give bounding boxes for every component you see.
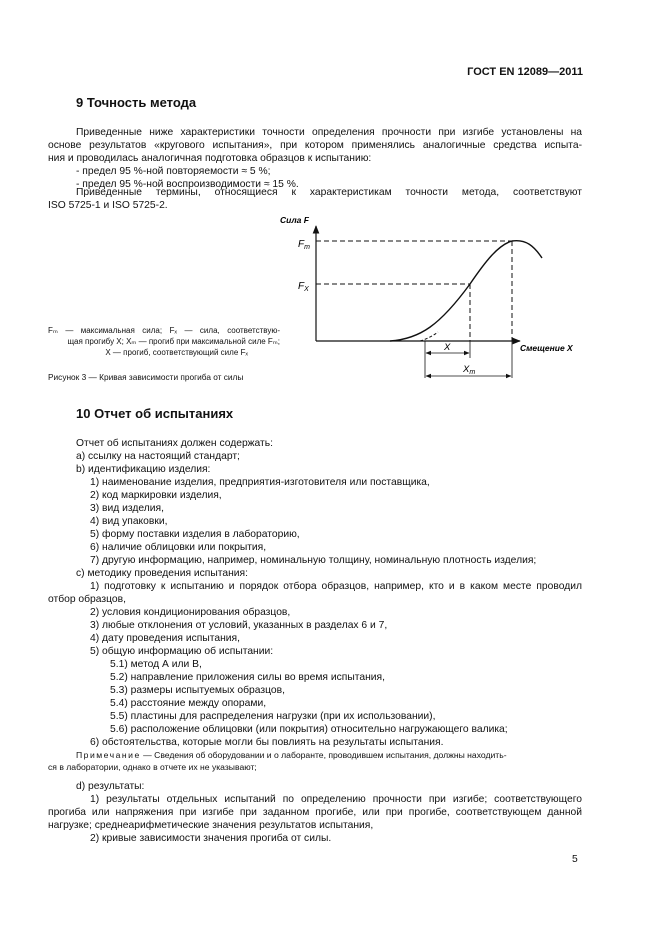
- figure-caption: Рисунок 3 — Кривая зависимости прогиба от силы: [48, 372, 244, 382]
- paragraph-line: основе результатов «кругового испытания», при котором применялись аналогичные средства испыта-: [48, 140, 582, 151]
- list-item: 1) подготовку к испытанию и порядок отбора образцов, например, кто и в каком месте проводил: [90, 581, 582, 592]
- list-item-continuation: нагрузке; среднеарифметические значения результатов испытания,: [48, 820, 374, 831]
- x-axis-label: Смещение X: [520, 343, 573, 353]
- paragraph-line: Отчет об испытаниях должен содержать:: [76, 438, 273, 449]
- list-item: 5.2) направление приложения силы во время испытания,: [110, 672, 385, 683]
- list-item: 5.4) расстояние между опорами,: [110, 698, 267, 709]
- list-item: b) идентификацию изделия:: [76, 464, 211, 475]
- document-code: ГОСТ EN 12089—2011: [467, 66, 583, 78]
- list-item: 3) вид изделия,: [90, 503, 164, 514]
- list-item: a) ссылку на настоящий стандарт;: [76, 451, 240, 462]
- paragraph-line: Приведенные ниже характеристики точности определения прочности при изгибе установлены на: [76, 127, 582, 138]
- list-item-continuation: отбор образцов,: [48, 594, 126, 605]
- list-item: 3) любые отклонения от условий, указанных в разделах 6 и 7,: [90, 620, 388, 631]
- figure-legend-line: Fₘ — максимальная сила; Fₓ — сила, соответствую-: [48, 326, 280, 335]
- note-line: [76, 750, 582, 762]
- paragraph-line: ISO 5725-1 и ISO 5725-2.: [48, 200, 168, 211]
- paragraph-line: ния и проводилась аналогичная подготовка образцов к испытанию:: [48, 153, 372, 164]
- list-item: 7) другую информацию, например, номинальную толщину, номинальную плотность изделия;: [90, 555, 537, 566]
- x-label: X: [444, 342, 451, 353]
- list-item-continuation: прогиба или напряжения при изгибе при заданном прогибе, или при прогибе, соответствующем данной: [48, 807, 582, 818]
- page-number: 5: [572, 854, 578, 865]
- list-item: 2) код маркировки изделия,: [90, 490, 222, 501]
- paragraph-line: Приведенные термины, относящиеся к характеристикам точности метода, соответствуют: [76, 187, 582, 198]
- force-curve: [390, 241, 542, 341]
- list-item: 5.1) метод А или В,: [110, 659, 202, 670]
- list-item: 4) дату проведения испытания,: [90, 633, 240, 644]
- list-item: d) результаты:: [76, 781, 145, 792]
- figure-legend-line: X — прогиб, соответствующий силе Fₓ: [105, 348, 248, 357]
- force-deflection-graph: [270, 210, 600, 385]
- list-item: 1) результаты отдельных испытаний по определению прочности при изгибе; соответствующего: [90, 794, 582, 805]
- list-item: 1) наименование изделия, предприятия-изготовителя или поставщика,: [90, 477, 430, 488]
- note-line: ся в лаборатории, однако в отчете их не указывают;: [48, 762, 257, 772]
- y-axis-label: Сила F: [280, 215, 309, 225]
- figure-legend-line: щая прогибу X; Xₘ — прогиб при максимальной силе Fₘ;: [67, 337, 280, 346]
- note-text: — Сведения об оборудовании и о лаборанте, проводившем испытания, должны находить-: [140, 750, 507, 760]
- list-item: c) методику проведения испытания:: [76, 568, 248, 579]
- list-item: 5) общую информацию об испытании:: [90, 646, 274, 657]
- list-item: 5.3) размеры испытуемых образцов,: [110, 685, 285, 696]
- list-item: 6) наличие облицовки или покрытия,: [90, 542, 267, 553]
- list-item: 5) форму поставки изделия в лабораторию,: [90, 529, 300, 540]
- fm-label: $F_m$: [298, 239, 310, 251]
- list-item: 5.6) расположение облицовки (или покрытия) относительно нагружающего валика;: [110, 724, 508, 735]
- note-label: Примечание: [76, 750, 141, 760]
- fx-label: $F_X$: [298, 281, 309, 293]
- list-item: - предел 95 %-ной повторяемости ≈ 5 %;: [76, 166, 271, 177]
- list-item: - предел 95 %-ной воспроизводимости ≈ 15 %.: [76, 179, 299, 190]
- list-item: 5.5) пластины для распределения нагрузки (при их использовании),: [110, 711, 436, 722]
- list-item: 2) кривые зависимости значения прогиба от силы.: [90, 833, 332, 844]
- list-item: 2) условия кондиционирования образцов,: [90, 607, 291, 618]
- xm-label: $X_m$: [463, 364, 476, 376]
- list-item: 6) обстоятельства, которые могли бы повлиять на результаты испытания.: [90, 737, 444, 748]
- list-item: 4) вид упаковки,: [90, 516, 168, 527]
- section-10-title: 10 Отчет об испытаниях: [76, 406, 234, 421]
- section-9-title: 9 Точность метода: [76, 95, 197, 110]
